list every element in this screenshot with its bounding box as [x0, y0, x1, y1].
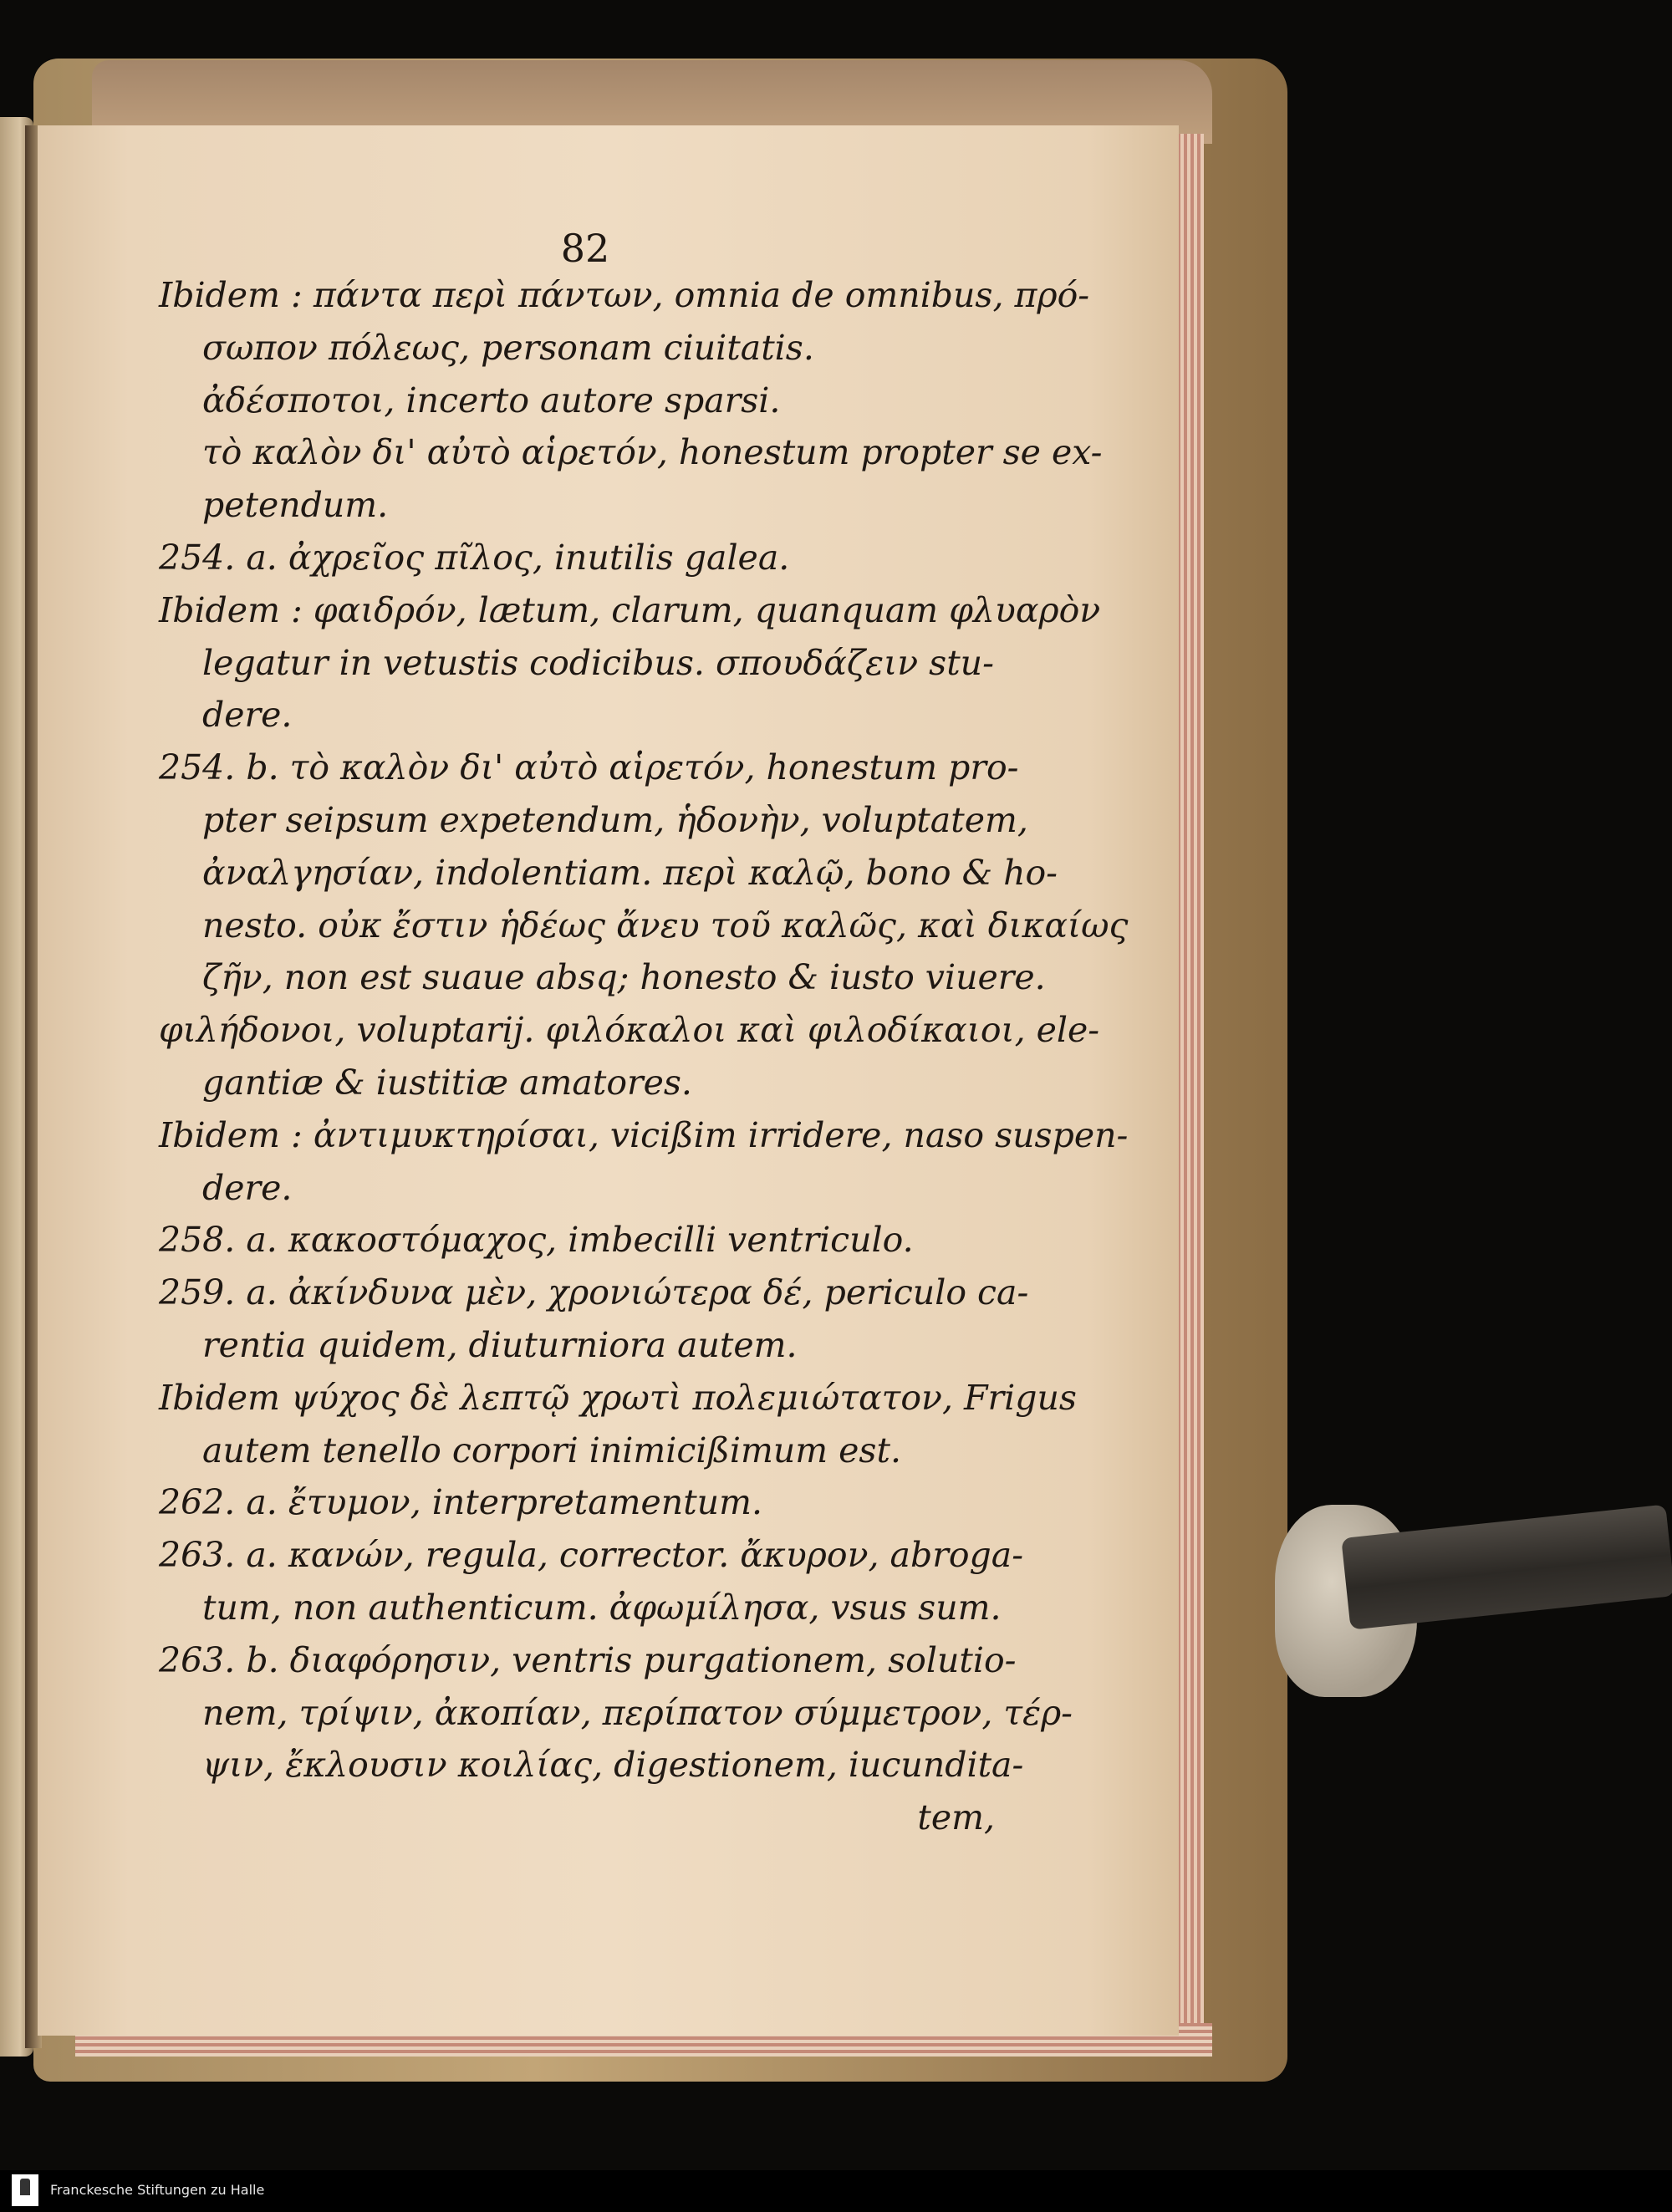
institution-logo-icon: [12, 2174, 38, 2206]
footer-bar: [0, 2170, 1672, 2212]
text-line: autem tenello corpori inimicißimum est.: [202, 1430, 901, 1470]
text-line: ἀδέσποτοι, incerto autore sparsi.: [202, 380, 781, 420]
text-line: petendum.: [202, 485, 389, 526]
footer-credit: Franckesche Stiftungen zu Halle: [50, 2182, 265, 2198]
text-line: nesto. οὐκ ἔστιν ἡδέως ἄνευ τοῦ καλῶς, καὶ δικαίως: [202, 905, 1129, 945]
text-line: 262. a. ἔτυμον, interpretamentum.: [159, 1482, 762, 1523]
text-line: 259. a. ἀκίνδυνα μὲν, χρονιώτερα δέ, periculo ca-: [159, 1272, 1029, 1313]
text-line: pter seipsum expetendum, ἡδονὴν, voluptatem,: [202, 799, 1028, 840]
text-line: ζῆν, non est suaue absq; honesto & iusto viuere.: [202, 957, 1046, 998]
text-line: ψιν, ἔκλουσιν κοιλίας, digestionem, iucundita-: [202, 1745, 1024, 1786]
text-line: 258. a. κακοστόμαχος, imbecilli ventriculo.: [159, 1220, 914, 1261]
text-line: tum, non authenticum. ἀφωμίλησα, vsus sum.: [202, 1587, 1002, 1628]
text-line: φιλήδονοι, voluptarij. φιλόκαλοι καὶ φιλοδίκαιοι, ele-: [159, 1010, 1100, 1051]
text-line: 263. b. διαφόρησιν, ventris purgationem, solutio-: [159, 1639, 1017, 1680]
text-line: legatur in vetustis codicibus. σπουδάζειν stu-: [202, 642, 994, 683]
text-line: nem, τρίψιν, ἀκοπίαν, περίπατον σύμμετρον, τέρ-: [202, 1692, 1073, 1733]
text-line: ἀναλγησίαν, indolentiam. περὶ καλῷ, bono & ho-: [202, 852, 1058, 893]
text-line: dere.: [202, 695, 293, 736]
text-line: τὸ καλὸν δι' αὐτὸ αἱρετόν, honestum propter se ex-: [202, 432, 1103, 473]
text-line: Ibidem ψύχος δὲ λεπτῷ χρωτὶ πολεμιώτατον, Frigus: [159, 1377, 1077, 1418]
text-line: tem,: [917, 1797, 995, 1838]
text-line: gantiæ & iustitiæ amatores.: [202, 1062, 692, 1103]
text-line: 254. b. τὸ καλὸν δι' αὐτὸ αἱρετόν, honestum pro-: [159, 747, 1019, 788]
page-number: 82: [560, 226, 610, 271]
text-line: Ibidem : ἀντιμυκτηρίσαι, vicißim irridere, naso suspen-: [159, 1114, 1129, 1155]
text-line: Ibidem : πάντα περὶ πάντων, omnia de omnibus, πρό-: [159, 275, 1090, 315]
text-line: Ibidem : φαιδρόν, lætum, clarum, quanquam φλυαρὸν: [159, 589, 1101, 630]
page-text: [159, 269, 1129, 1844]
text-line: σωπον πόλεως, personam ciuitatis.: [202, 327, 814, 368]
text-line: 263. a. κανών, regula, corrector. ἄκυρον, abroga-: [159, 1535, 1024, 1576]
text-line: rentia quidem, diuturniora autem.: [202, 1324, 798, 1365]
text-line: dere.: [202, 1167, 293, 1208]
text-line: 254. a. ἀχρεῖος πῖλος, inutilis galea.: [159, 537, 790, 578]
